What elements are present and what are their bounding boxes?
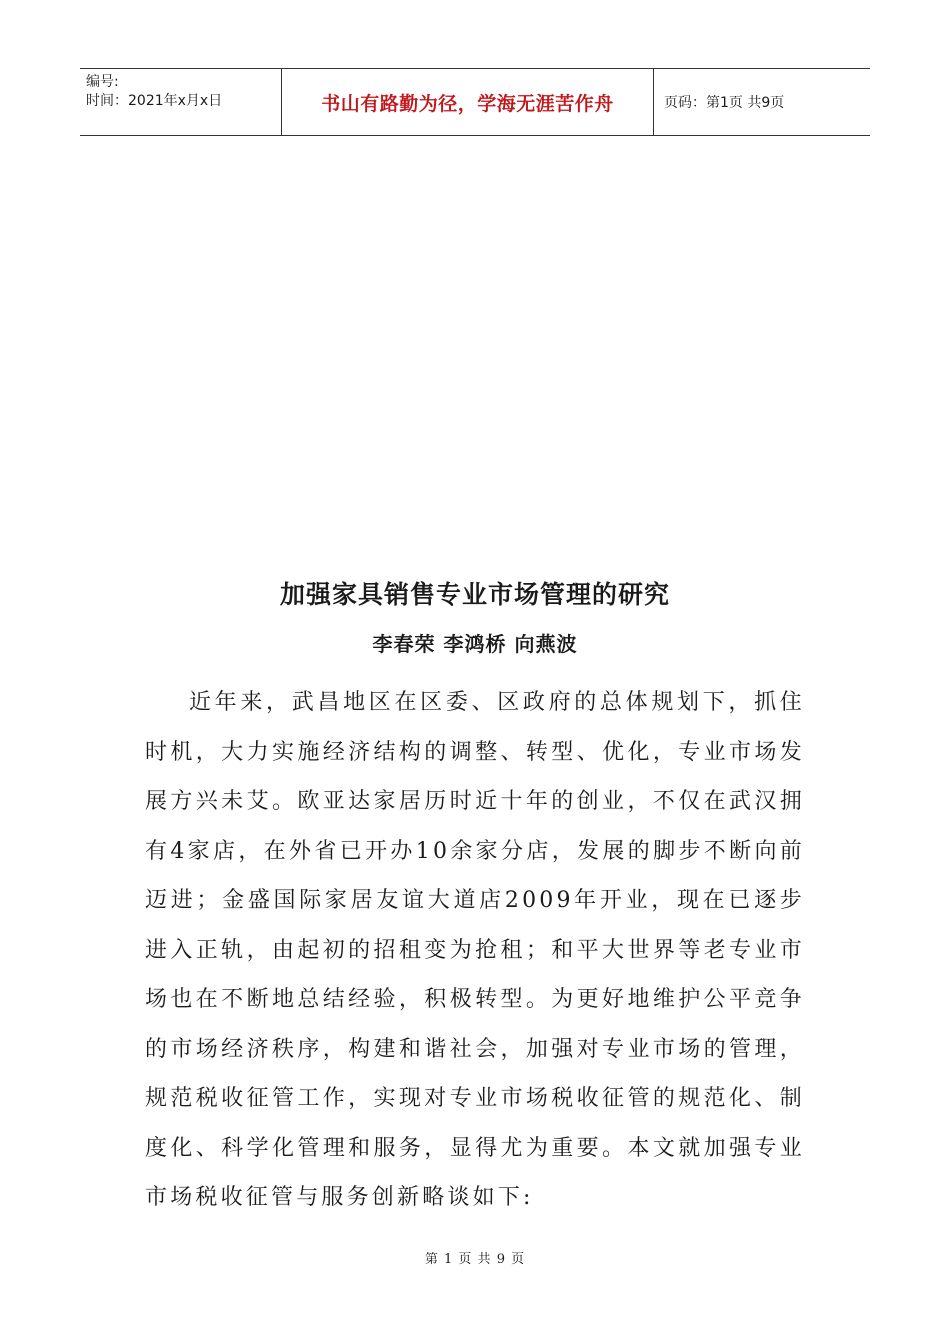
header-motto-cell bbox=[281, 69, 654, 135]
page-label: 页码：第1页 共9页 bbox=[664, 95, 785, 111]
number-label: 编号: bbox=[86, 74, 119, 90]
header-meta bbox=[80, 69, 281, 135]
body-paragraph: 近年来，武昌地区在区委、区政府的总体规划下，抓住时机，大力实施经济结构的调整、转型、优化，专业市场发展方兴未艾。欧亚达家居历时近十年的创业，不仅在武汉拥有4家店，在外省已开办10余家分店，发展的脚步不断向前迈进；金盛国际家居友谊大道店2009年开业，现在已逐步进入正轨，由起初的招租变为抢租；和平大世界等老专业市场也在不断地总结经验，积极转型。为更好地维护公平竞争的市场经济秩序，构建和谐社会，加强对专业市场的管理，规范税收征管工作，实现对专业市场税收征管的规范化、制度化、科学化管理和服务，显得尤为重要。本文就加强专业市场税收征管与服务创新略谈如下: bbox=[145, 690, 805, 1210]
document-authors: 李春荣 李鸿桥 向燕波 bbox=[372, 632, 578, 656]
time-label: 时间：2021年x月x日 bbox=[86, 93, 223, 109]
header-page-cell bbox=[654, 69, 870, 135]
page-footer: 第 1 页 共 9 页 bbox=[424, 1252, 526, 1267]
motto: 书山有路勤为径，学海无涯苦作舟 bbox=[321, 92, 614, 115]
document-title: 加强家具销售专业市场管理的研究 bbox=[279, 580, 670, 609]
header-table bbox=[80, 68, 870, 136]
